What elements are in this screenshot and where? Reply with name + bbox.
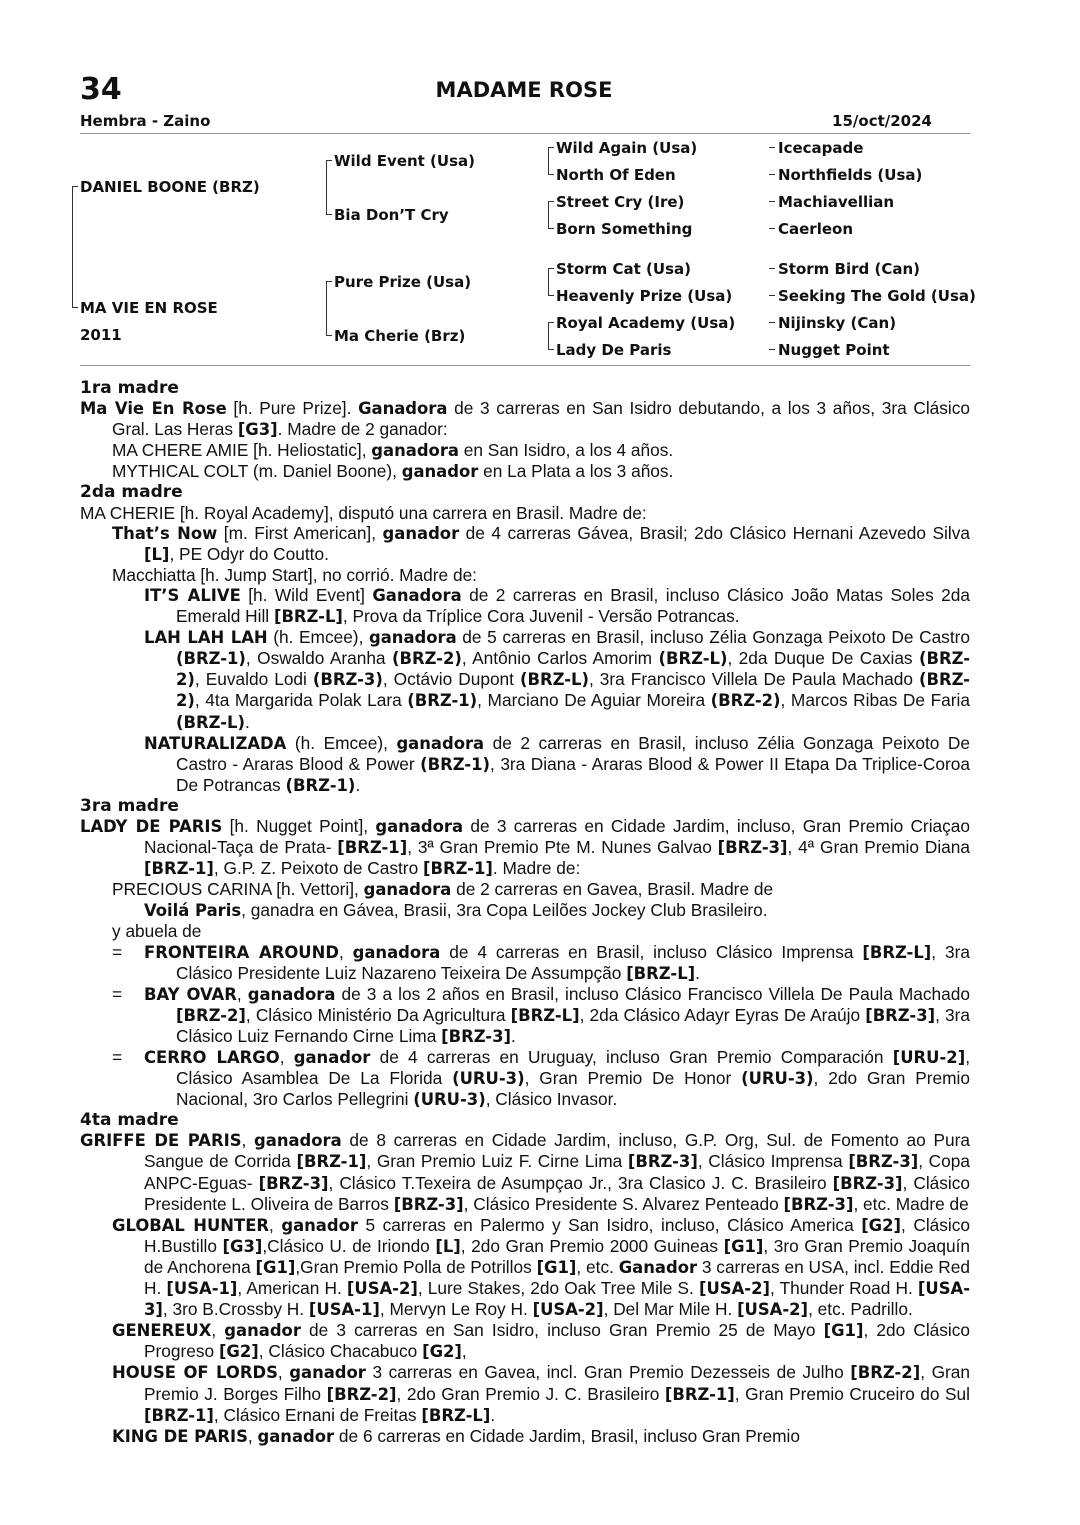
bold-text: [BRZ-L]	[273, 607, 343, 627]
text-run: ,	[461, 1341, 467, 1362]
text-run: de 2 carreras en Brasil, incluso Zélia Gonzaga Peixoto De Castro - Araras Blood & Power	[176, 732, 970, 774]
section-heading-3: 3ra madre	[80, 795, 179, 816]
paragraph	[80, 816, 970, 879]
text-run: , 3ra Diana - Araras Blood & Power II Etapa Da Triplice-Coroa De Potrancas	[176, 753, 970, 795]
text-run: , 4ª Gran Premio Diana	[787, 837, 970, 858]
bold-text: ganador	[281, 1215, 358, 1235]
text-run: , G.P. Z. Peixoto de Castro	[213, 858, 423, 879]
paragraph	[80, 565, 970, 585]
text-run: , Clásico H.Bustillo	[144, 1214, 970, 1256]
bold-text: [USA-2]	[532, 1300, 604, 1320]
paragraph	[80, 900, 970, 921]
text-run: , Clásico Invasor.	[485, 1089, 618, 1110]
pedigree-gen3-5: Storm Cat (Usa)	[556, 260, 691, 278]
bold-text: ganadora	[371, 441, 459, 461]
bold-text: CERRO LARGO	[144, 1048, 280, 1067]
text-run: de 2 carreras en Brasil, incluso Clásico João Matas Soles 2da Emerald Hill	[176, 584, 970, 627]
text-run: (h. Emcee),	[286, 732, 397, 753]
bold-text: ganadora	[247, 984, 336, 1004]
section-heading-1: 1ra madre	[80, 378, 179, 398]
top-divider	[80, 133, 970, 134]
paragraph	[80, 503, 970, 523]
text-run: , Clásico T.Texeira de Asumpçao Jr., 3ra Clasico J. C. Brasileiro	[328, 1172, 833, 1193]
text-run: de 3 carreras en San Isidro debutando, a los 3 años, 3ra Clásico Gral. Las Heras	[112, 398, 970, 440]
bold-text: ganador	[289, 1363, 366, 1383]
bold-text: (BRZ-L)	[520, 670, 589, 690]
text-run: y abuela de	[112, 921, 202, 942]
text-run: ,	[338, 941, 353, 962]
pedigree-gen3-8: Lady De Paris	[556, 341, 672, 359]
bold-text: Voilá Paris	[144, 901, 242, 921]
bold-text: [BRZ-3]	[393, 1194, 464, 1214]
bold-text: [BRZ-3]	[441, 1026, 512, 1046]
paragraph	[80, 1047, 970, 1110]
text-run: 3 carreras en USA, incl. Eddie Red H.	[144, 1256, 970, 1299]
bold-text: (BRZ-L)	[176, 712, 245, 732]
bold-text: [BRZ-3]	[848, 1152, 919, 1172]
bold-text: Ganadora	[372, 585, 462, 605]
text-run: de 2 carreras en Gavea, Brasil. Madre de	[451, 879, 774, 900]
equals-marker: =	[112, 941, 123, 962]
bold-text: ganador	[257, 1426, 335, 1446]
text-run: ,	[241, 1130, 255, 1151]
paragraph	[80, 1426, 970, 1447]
pedigree-gen3-2: North Of Eden	[556, 166, 676, 184]
bold-text: ganador	[224, 1321, 301, 1341]
bold-text: LAH LAH LAH	[144, 628, 268, 648]
text-run: [h. Nugget Point],	[222, 815, 376, 836]
pedigree-sire-dam: Bia Don’T Cry	[334, 206, 449, 224]
pedigree-gen4-6: Seeking The Gold (Usa)	[778, 287, 976, 305]
text-run: .	[511, 1025, 516, 1046]
text-run: , Gran Premio J. Borges Filho	[144, 1362, 970, 1404]
bold-text: [USA-2]	[698, 1279, 770, 1299]
bold-text: ganadora	[396, 733, 485, 753]
paragraph	[80, 627, 970, 732]
bold-text: Ganadora	[358, 399, 448, 419]
text-run: , Oswaldo Aranha	[245, 648, 392, 669]
section-heading-2: 2da madre	[80, 482, 183, 503]
pedigree-dam-sire: Pure Prize (Usa)	[334, 273, 472, 291]
section-heading-4: 4ta madre	[80, 1110, 179, 1131]
paragraph	[80, 398, 970, 440]
paragraph	[80, 1320, 970, 1362]
bold-text: [BRZ-1]	[664, 1384, 735, 1404]
text-run: [h. Pure Prize].	[226, 398, 359, 419]
bold-text: LADY DE PARIS	[80, 816, 223, 836]
text-run: , 3ra Francisco Villela De Paula Machado	[588, 669, 919, 690]
text-run: [h. Wild Event]	[240, 584, 373, 605]
bold-text: HOUSE OF LORDS	[112, 1363, 278, 1383]
bold-text: (BRZ-2)	[176, 670, 970, 711]
text-run: Macchiatta [h. Jump Start], no corrió. Madre de:	[112, 564, 477, 585]
bold-text: [G3]	[222, 1236, 263, 1256]
paragraph	[80, 461, 970, 482]
equals-marker: =	[112, 1047, 123, 1067]
text-run: PRECIOUS CARINA [h. Vettori],	[112, 879, 364, 900]
bold-text: ganadora	[369, 628, 457, 648]
pedigree-gen4-2: Northfields (Usa)	[778, 166, 923, 184]
bold-text: ganadora	[375, 816, 464, 836]
bold-text: [BRZ-1]	[144, 859, 214, 879]
text-run: , Octávio Dupont	[382, 669, 520, 690]
bold-text: [USA-2]	[737, 1300, 809, 1320]
bold-text: (BRZ-1)	[176, 649, 246, 669]
text-run: , 3ro B.Crossby H.	[162, 1299, 309, 1320]
text-run: , Copa ANPC-Eguas-	[144, 1151, 970, 1193]
text-run: , Euvaldo Lodi	[194, 669, 313, 690]
text-run: , 4ta Margarida Polak Lara	[194, 690, 408, 711]
bold-text: (BRZ-2)	[391, 649, 462, 669]
paragraph	[80, 942, 970, 984]
bold-text: [BRZ-3]	[783, 1194, 854, 1214]
text-run: MA CHERE AMIE [h. Heliostatic],	[112, 440, 372, 461]
text-run: .	[695, 962, 700, 983]
pedigree-gen4-7: Nijinsky (Can)	[778, 314, 897, 332]
pedigree-gen4-1: Icecapade	[778, 139, 864, 157]
text-run: , etc. Padrillo.	[808, 1299, 913, 1320]
text-run: , 2do Gran Premio 2000 Guineas	[460, 1235, 724, 1256]
text-run: (h. Emcee),	[267, 627, 369, 648]
text-run: MA CHERIE [h. Royal Academy], disputó una carrera en Brasil. Madre de:	[80, 502, 647, 523]
text-run: .	[355, 774, 361, 795]
text-run: , Marciano De Aguiar Moreira	[477, 690, 711, 711]
text-run: , Clásico Presidente L. Oliveira de Barros	[144, 1172, 971, 1214]
text-run: , Clásico Asamblea De La Florida	[176, 1047, 970, 1089]
text-run: , Lure Stakes, 2do Oak Tree Mile S.	[417, 1278, 699, 1299]
text-run: de 3 a los 2 años en Brasil, incluso Clásico Francisco Villela De Paula Machado	[335, 983, 970, 1004]
bold-text: [BRZ-L]	[421, 1405, 491, 1425]
bold-text: [L]	[144, 544, 170, 564]
text-run: , 2da Clásico Adayr Eyras De Araújo	[579, 1004, 866, 1025]
paragraph	[80, 1215, 970, 1320]
text-run: , Clásico Ministério Da Agricultura	[245, 1004, 511, 1025]
paragraph	[80, 984, 970, 1047]
sex-color: Hembra - Zaino	[80, 112, 211, 130]
paragraph	[80, 585, 970, 627]
text-run: [m. First American],	[217, 522, 383, 543]
bold-text: GRIFFE DE PARIS	[80, 1131, 242, 1151]
bold-text: ganador	[401, 462, 479, 482]
paragraph	[80, 1130, 970, 1214]
pedigree-gen3-7: Royal Academy (Usa)	[556, 314, 736, 332]
text-run: , Gran Premio De Honor	[524, 1068, 742, 1089]
bold-text: [BRZ-2]	[850, 1363, 921, 1383]
text-run: de 3 carreras en Cidade Jardim, incluso, Gran Premio Criaçao Nacional-Taça de Prata-	[144, 815, 971, 858]
text-run: , 3ª Gran Premio Pte M. Nunes Galvao	[407, 837, 718, 858]
text-run: , Gran Premio Cruceiro do Sul	[734, 1383, 970, 1404]
text-run: , etc.	[576, 1256, 619, 1277]
bold-text: [USA-3]	[144, 1279, 970, 1320]
text-run: , 2do Clásico Progreso	[144, 1320, 971, 1362]
bold-text: [USA-1]	[308, 1300, 380, 1320]
text-run: , Del Mar Mile H.	[603, 1299, 738, 1320]
text-run: , etc. Madre de	[853, 1193, 969, 1214]
text-run: . Madre de 2 ganador:	[277, 419, 448, 440]
pedigree-gen3-6: Heavenly Prize (Usa)	[556, 287, 733, 305]
text-run: , Clásico Presidente S. Alvarez Penteado	[463, 1193, 784, 1214]
pedigree-gen4-4: Caerleon	[778, 220, 853, 238]
paragraph	[80, 921, 970, 941]
text-run: ,	[236, 983, 248, 1004]
bold-text: [BRZ-3]	[627, 1152, 698, 1172]
text-run: , 2do Gran Premio Nacional, 3ro Carlos Pellegrini	[176, 1068, 970, 1110]
bold-text: [G1]	[823, 1321, 864, 1341]
paragraph	[80, 523, 970, 565]
bold-text: (BRZ-2)	[710, 691, 781, 711]
bold-text: ganadora	[254, 1131, 342, 1151]
text-run: , 3ro Gran Premio Joaquín de Anchorena	[144, 1235, 970, 1277]
bold-text: (BRZ-2)	[176, 649, 971, 690]
pedigree-dam: MA VIE EN ROSE	[80, 299, 218, 317]
bold-text: [BRZ-L]	[626, 963, 696, 983]
text-run: .	[490, 1404, 496, 1425]
text-run: ,	[277, 1362, 290, 1383]
text-run: de 4 carreras Gávea, Brasil; 2do Clásico Hernani Azevedo Silva	[459, 522, 970, 543]
text-run: , Gran Premio Luiz F. Cirne Lima	[366, 1151, 628, 1172]
text-run: ,Clásico U. de Iriondo	[262, 1235, 436, 1256]
text-run: , 2do Gran Premio J. C. Brasileiro	[396, 1383, 665, 1404]
bold-text: FRONTEIRA AROUND	[144, 942, 339, 962]
bold-text: GLOBAL HUNTER	[112, 1215, 270, 1235]
bold-text: KING DE PARIS	[112, 1426, 248, 1446]
text-run: de 4 carreras en Brasil, incluso Clásico Imprensa	[440, 941, 863, 962]
bold-text: ganador	[293, 1048, 371, 1067]
text-run: , Prova da Tríplice Cora Juvenil - Versão Potrancas.	[342, 606, 740, 627]
text-run: ,Gran Premio Polla de Potrillos	[295, 1256, 537, 1277]
bold-text: (BRZ-3)	[312, 670, 383, 690]
bold-text: [BRZ-3]	[258, 1173, 329, 1193]
bold-text: (BRZ-1)	[407, 691, 478, 711]
catalog-date: 15/oct/2024	[832, 112, 932, 130]
bold-text: (BRZ-1)	[285, 775, 356, 795]
bold-text: [L]	[435, 1236, 461, 1256]
bold-text: ganadora	[363, 880, 452, 900]
bold-text: NATURALIZADA	[144, 733, 287, 753]
bold-text: [BRZ-1]	[422, 859, 493, 879]
bold-text: [G1]	[255, 1257, 296, 1277]
bold-text: [BRZ-2]	[176, 1005, 246, 1025]
bold-text: ganador	[382, 523, 460, 543]
bold-text: (URU-3)	[452, 1069, 525, 1089]
text-run: de 3 carreras en San Isidro, incluso Gran Premio 25 de Mayo	[300, 1320, 824, 1341]
text-run: de 8 carreras en Cidade Jardim, incluso, G.P. Org, Sul. de Fomento ao Pura Sangue de Corrida	[144, 1130, 970, 1172]
text-run: , American H.	[237, 1278, 347, 1299]
bold-text: That’s Now	[112, 523, 218, 543]
bold-text: (BRZ-L)	[658, 649, 728, 669]
bold-text: GENEREUX	[112, 1321, 212, 1341]
pedigree-gen3-4: Born Something	[556, 220, 693, 238]
bold-text: (URU-3)	[741, 1069, 814, 1089]
paragraph	[80, 440, 970, 461]
text-run: , Marcos Ribas De Faria	[780, 690, 970, 711]
text-run: , Mervyn Le Roy H.	[379, 1299, 533, 1320]
text-run: 5 carreras en Palermo y San Isidro, incluso, Clásico America	[357, 1214, 862, 1235]
text-run: . Madre de:	[492, 858, 581, 879]
bold-text: [G3]	[237, 420, 278, 440]
text-run: en La Plata a los 3 años.	[478, 461, 674, 482]
bold-text: (URU-3)	[413, 1090, 486, 1110]
pedigree-gen4-8: Nugget Point	[778, 341, 890, 359]
bold-text: [BRZ-2]	[326, 1384, 397, 1404]
pedigree-gen3-1: Wild Again (Usa)	[556, 139, 698, 157]
bold-text: [G2]	[861, 1215, 902, 1235]
text-run: , 3ra Clásico Presidente Luiz Nazareno Teixeira De Assumpção	[176, 941, 970, 983]
bold-text: [BRZ-L]	[510, 1005, 580, 1025]
bold-text: [BRZ-3]	[832, 1173, 903, 1193]
horse-name: MADAME ROSE	[435, 78, 613, 102]
bold-text: [URU-2]	[892, 1048, 966, 1067]
bold-text: [BRZ-3]	[865, 1005, 936, 1025]
text-run: , Clásico Imprensa	[697, 1151, 849, 1172]
text-run: , 2da Duque De Caxias	[727, 648, 919, 669]
bold-text: [G2]	[218, 1342, 259, 1362]
pedigree-divider	[80, 365, 970, 366]
text-run: ,	[279, 1047, 294, 1067]
text-run: , Clásico Chacabuco	[258, 1341, 423, 1362]
produce-record	[80, 378, 970, 1447]
text-run: , ganadra en Gávea, Brasii, 3ra Copa Leilões Jockey Club Brasileiro.	[241, 900, 768, 921]
bold-text: [G1]	[536, 1257, 577, 1277]
text-run: ,	[269, 1214, 282, 1235]
pedigree-dam-dam: Ma Cherie (Brz)	[334, 327, 466, 345]
text-run: 3 carreras en Gavea, incl. Gran Premio Dezesseis de Julho	[365, 1362, 851, 1383]
bold-text: [G1]	[723, 1236, 764, 1256]
text-run: , Antônio Carlos Amorim	[461, 648, 659, 669]
text-run: de 5 carreras en Brasil, incluso Zélia Gonzaga Peixoto De Castro	[456, 627, 970, 648]
lot-number: 34	[80, 72, 122, 107]
text-run: , Thunder Road H.	[769, 1278, 918, 1299]
text-run: de 6 carreras en Cidade Jardim, Brasil, incluso Gran Premio	[334, 1425, 800, 1446]
bold-text: [USA-1]	[166, 1279, 238, 1299]
text-run: , 3ra Clásico Luiz Fernando Cirne Lima	[176, 1004, 971, 1046]
bold-text: Ganador	[618, 1257, 698, 1277]
pedigree-sire: DANIEL BOONE (BRZ)	[80, 178, 260, 196]
text-run: MYTHICAL COLT (m. Daniel Boone),	[112, 461, 402, 482]
text-run: , Clásico Ernani de Freitas	[213, 1404, 422, 1425]
bold-text: BAY OVAR	[144, 984, 237, 1004]
text-run: ,	[211, 1320, 225, 1341]
text-run: de 4 carreras en Uruguay, incluso Gran Premio Comparación	[370, 1047, 893, 1067]
bold-text: (BRZ-1)	[420, 754, 491, 774]
text-run: .	[244, 711, 250, 732]
pedigree-foaled: 2011	[80, 326, 122, 344]
bold-text: ganadora	[352, 942, 441, 962]
bold-text: [BRZ-3]	[717, 838, 788, 858]
bold-text: [G2]	[422, 1342, 462, 1362]
pedigree-gen4-3: Machiavellian	[778, 193, 895, 211]
bold-text: [BRZ-1]	[144, 1405, 214, 1425]
paragraph	[80, 879, 970, 900]
equals-marker: =	[112, 983, 123, 1004]
text-run: ,	[247, 1425, 258, 1446]
bold-text: [BRZ-1]	[296, 1152, 367, 1172]
pedigree-gen4-5: Storm Bird (Can)	[778, 260, 920, 278]
paragraph	[80, 733, 970, 796]
bold-text: IT’S ALIVE	[144, 585, 241, 605]
pedigree-sire-sire: Wild Event (Usa)	[334, 152, 475, 170]
text-run: , PE Odyr do Coutto.	[169, 543, 329, 564]
bold-text: [BRZ-1]	[337, 838, 408, 858]
text-run: en San Isidro, a los 4 años.	[458, 440, 674, 461]
bold-text: Ma Vie En Rose	[80, 399, 227, 419]
paragraph	[80, 1362, 970, 1425]
bold-text: [BRZ-L]	[862, 942, 932, 962]
pedigree-gen3-3: Street Cry (Ire)	[556, 193, 685, 211]
bold-text: [USA-2]	[346, 1279, 418, 1299]
